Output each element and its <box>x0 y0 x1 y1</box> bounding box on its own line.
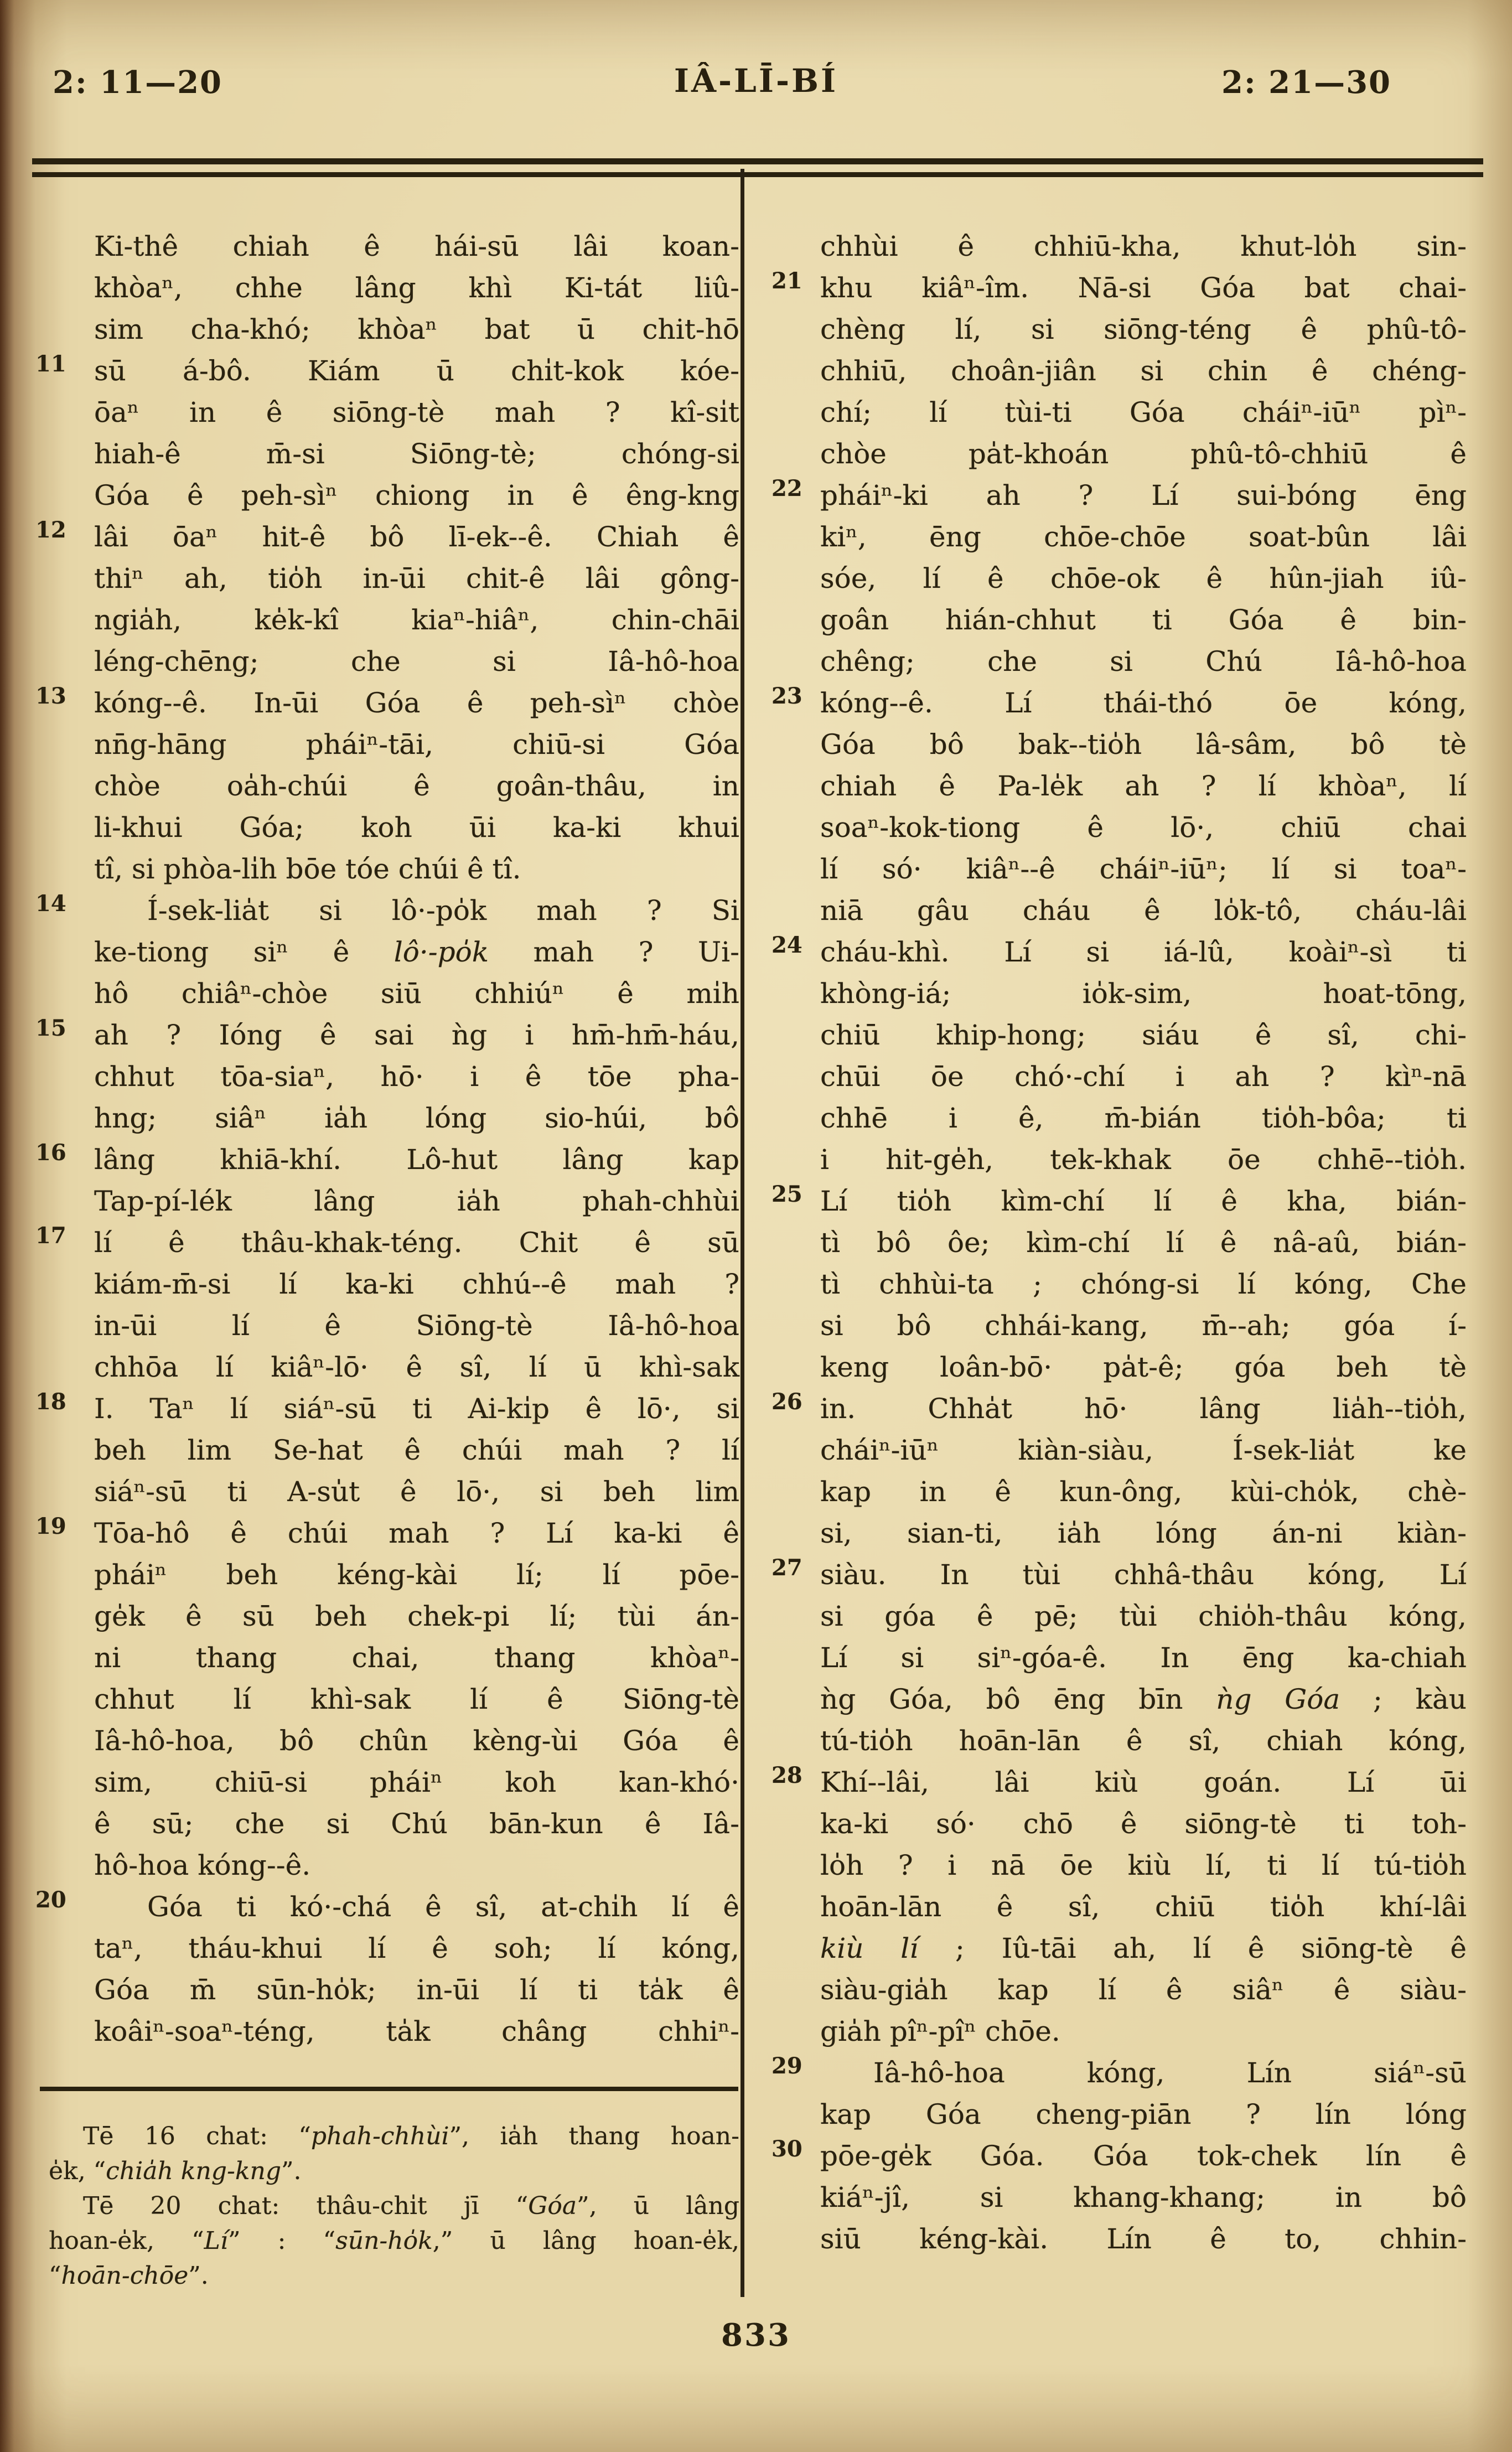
text-line <box>94 392 739 433</box>
line-text: Tē 20 chat: thâu-chi̍t jī “Góa”, ū lâng <box>83 2192 739 2220</box>
text-line <box>771 1388 1467 1430</box>
line-text: ngia̍h, ke̍k-kî kiaⁿ-hiâⁿ, chin-chāi <box>94 604 739 636</box>
text-line <box>820 1637 1467 1679</box>
text-line <box>35 350 739 392</box>
line-text: Lí tio̍h kìm-chí lí ê kha, bián- <box>820 1185 1467 1217</box>
line-text: ka-ki só· chō ê siōng-tè ti toh- <box>820 1808 1467 1840</box>
line-text: Góa m̄ sūn-ho̍k; in-ūi lí ti ta̍k ê <box>94 1974 739 2006</box>
verse-number: 29 <box>771 2053 802 2079</box>
line-text: kóng--ê. In-ūi Góa ê peh-sìⁿ chòe <box>94 687 739 719</box>
line-text: hoan-e̍k, “Lí” : “sūn-ho̍k,” ū lâng hoan-e̍k, <box>49 2227 739 2255</box>
text-line <box>820 433 1467 475</box>
line-text: kiáⁿ-jî, si khang-khang; in bô <box>820 2181 1467 2213</box>
line-text: si, sian-ti, ia̍h lóng án-ni kiàn- <box>820 1517 1467 1549</box>
line-text: li-khui Góa; koh ūi ka-ki khui <box>94 811 739 844</box>
text-line <box>820 765 1467 807</box>
line-text: cháiⁿ-iūⁿ kiàn-siàu, Í-sek-lia̍t ke <box>820 1434 1467 1466</box>
text-line <box>94 475 739 516</box>
text-line <box>771 1181 1467 1222</box>
text-line <box>820 2177 1467 2218</box>
verse-number: 20 <box>35 1887 66 1913</box>
line-text: Ki-thê chiah ê hái-sū lâi koan- <box>94 230 739 262</box>
text-line <box>49 2119 739 2154</box>
line-text: léng-chēng; che si Iâ-hô-hoa <box>94 645 739 677</box>
text-line <box>820 1015 1467 1056</box>
text-line <box>771 1554 1467 1596</box>
text-line <box>820 973 1467 1015</box>
line-text: “hoān-chōe”. <box>49 2262 209 2290</box>
line-text: chhē i ê, m̄-bián tio̍h-bôa; ti <box>820 1102 1467 1134</box>
text-line <box>820 1928 1467 1969</box>
text-line <box>49 2223 739 2258</box>
text-line <box>820 2011 1467 2052</box>
text-line <box>94 765 739 807</box>
line-text: Lí si siⁿ-góa-ê. In ēng ka-chiah <box>820 1642 1467 1674</box>
text-line <box>94 226 739 267</box>
text-line <box>820 1886 1467 1928</box>
verse-number: 26 <box>771 1389 802 1415</box>
line-text: sū á-bô. Kiám ū chi̍t-kok kóe- <box>94 355 739 387</box>
text-line <box>94 1969 739 2011</box>
line-text: sóe, lí ê chōe-ok ê hûn-jiah iû- <box>820 562 1467 594</box>
line-text: hoān-lān ê sî, chiū tio̍h khí-lâi <box>820 1891 1467 1923</box>
text-line <box>820 1430 1467 1471</box>
line-text: chhiū, choân-jiân si chin ê chéng- <box>820 355 1467 387</box>
text-line <box>820 558 1467 599</box>
line-text: Tōa-hô ê chúi mah ? Lí ka-ki ê <box>94 1517 739 1549</box>
text-line <box>35 1886 739 1928</box>
left-text-column <box>35 226 739 2052</box>
line-text: kap in ê kun-ông, kùi-cho̍k, chè- <box>820 1476 1467 1508</box>
line-text: lo̍h ? i nā ōe kiù lí, ti lí tú-tio̍h <box>820 1849 1467 1881</box>
line-text: ǹg Góa, bô ēng bīn ǹg Góa ; kàu <box>820 1683 1467 1715</box>
text-line <box>820 849 1467 890</box>
text-line <box>820 599 1467 641</box>
text-line <box>771 267 1467 309</box>
line-text: sim, chiū-si pháiⁿ koh kan-khó· <box>94 1766 739 1798</box>
text-line <box>820 1679 1467 1720</box>
text-line <box>49 2189 739 2223</box>
line-text: tú-tio̍h hoān-lān ê sî, chiah kóng, <box>820 1725 1467 1757</box>
line-text: chiū khip-hong; siáu ê sî, chi- <box>820 1019 1467 1051</box>
line-text: Iâ-hô-hoa kóng, Lín siáⁿ-sū <box>873 2057 1467 2089</box>
text-line <box>820 1803 1467 1845</box>
line-text: pháiⁿ-ki ah ? Lí sui-bóng ēng <box>820 479 1467 511</box>
text-line <box>820 1720 1467 1762</box>
text-line <box>820 1139 1467 1181</box>
line-text: si bô chhái-kang, m̄--ah; góa í- <box>820 1310 1467 1342</box>
text-line <box>771 682 1467 724</box>
text-line <box>771 1762 1467 1803</box>
line-text: siū kéng-kài. Lín ê to, chhin- <box>820 2223 1467 2255</box>
text-line <box>94 724 739 765</box>
verse-number: 13 <box>35 683 66 709</box>
text-line <box>94 807 739 849</box>
verse-number: 28 <box>771 1762 802 1788</box>
line-text: I. Taⁿ lí siáⁿ-sū ti Ai-ki̍p ê lō·, si <box>94 1393 739 1425</box>
text-line <box>35 1388 739 1430</box>
line-text: chêng; che si Chú Iâ-hô-hoa <box>820 645 1467 677</box>
line-text: ê sū; che si Chú bān-kun ê Iâ- <box>94 1808 739 1840</box>
text-line <box>35 890 739 932</box>
text-line <box>820 226 1467 267</box>
line-text: hô chiâⁿ-chòe siū chhiúⁿ ê mi̍h <box>94 977 739 1010</box>
text-line <box>94 1181 739 1222</box>
line-text: lâi ōaⁿ hit-ê bô lī-ek--ê. Chiah ê <box>94 521 739 553</box>
line-text: kóng--ê. Lí thái-thó ōe kóng, <box>820 687 1467 719</box>
text-line <box>94 1637 739 1679</box>
text-line <box>94 932 739 973</box>
text-line <box>35 1015 739 1056</box>
text-line <box>820 2094 1467 2135</box>
text-line <box>94 267 739 309</box>
line-text: siáⁿ-sū ti A-su̍t ê lō·, si beh lim <box>94 1476 739 1508</box>
line-text: tî, si phòa-li̍h bōe tóe chúi ê tî. <box>94 853 521 885</box>
line-text: in. Chha̍t hō· lâng lia̍h--tio̍h, <box>820 1393 1467 1425</box>
line-text: ah ? Ióng ê sai ǹg i hm̄-hm̄-háu, <box>94 1019 739 1051</box>
text-line <box>94 973 739 1015</box>
verse-number: 22 <box>771 475 802 501</box>
text-line <box>820 890 1467 932</box>
text-line <box>94 1305 739 1347</box>
text-line <box>820 1056 1467 1098</box>
line-text: lí só· kiâⁿ--ê cháiⁿ-iūⁿ; lí si toaⁿ- <box>820 853 1467 885</box>
line-text: Khí--lâi, lâi kiù goán. Lí ūi <box>820 1766 1467 1798</box>
text-line <box>820 516 1467 558</box>
text-line <box>94 599 739 641</box>
verse-number: 15 <box>35 1015 66 1041</box>
line-text: Tap-pí-lék lâng ia̍h phah-chhùi <box>94 1185 739 1217</box>
line-text: khòng-iá; io̍k-sim, hoat-tōng, <box>820 977 1467 1010</box>
line-text: hô-hoa kóng--ê. <box>94 1849 311 1881</box>
line-text: cháu-khì. Lí si iá-lû, koàiⁿ-sì ti <box>820 936 1467 968</box>
line-text: si góa ê pē; tùi chio̍h-thâu kóng, <box>820 1600 1467 1632</box>
line-text: keng loân-bō· pa̍t-ê; góa beh tè <box>820 1351 1467 1383</box>
line-text: e̍k, “chia̍h kng-kng”. <box>49 2157 302 2185</box>
verse-number: 21 <box>771 268 802 294</box>
line-text: lâng khiā-khí. Lô-hut lâng kap <box>94 1144 739 1176</box>
line-text: pháiⁿ beh kéng-kài lí; lí pōe- <box>94 1559 739 1591</box>
line-text: ōaⁿ in ê siōng-tè mah ? kî-si̍t <box>94 396 739 428</box>
line-text: siàu. In tùi chhâ-thâu kóng, Lí <box>820 1559 1467 1591</box>
line-text: niā gâu cháu ê lo̍k-tô, cháu-lâi <box>820 894 1467 927</box>
line-text: kiù lí ; Iû-tāi ah, lí ê siōng-tè ê <box>820 1932 1467 1964</box>
line-text: chhōa lí kiâⁿ-lō· ê sî, lí ū khì-sak <box>94 1351 739 1383</box>
line-text: chūi ōe chó·-chí i ah ? kìⁿ-nā <box>820 1061 1467 1093</box>
text-line <box>94 1098 739 1139</box>
text-line <box>94 641 739 682</box>
line-text: Góa ê peh-sìⁿ chiong in ê êng-kng <box>94 479 739 511</box>
right-text-column <box>771 226 1467 2260</box>
text-line <box>820 807 1467 849</box>
text-line <box>35 682 739 724</box>
text-line <box>94 1928 739 1969</box>
text-line <box>820 1513 1467 1554</box>
line-text: i hit-ge̍h, tek-khak ōe chhē--tio̍h. <box>820 1144 1467 1176</box>
line-text: Góa ti kó·-chá ê sî, at-chi̍h lí ê <box>147 1891 739 1923</box>
line-text: pōe-ge̍k Góa. Góa tok-chek lín ê <box>820 2140 1467 2172</box>
line-text: in-ūi lí ê Siōng-tè Iâ-hô-hoa <box>94 1310 739 1342</box>
text-line <box>820 1222 1467 1264</box>
text-line <box>94 1554 739 1596</box>
text-line <box>820 1471 1467 1513</box>
verse-number: 11 <box>35 351 66 377</box>
text-line <box>820 1264 1467 1305</box>
line-text: hng; siâⁿ ia̍h lóng sio-húi, bô <box>94 1102 739 1134</box>
line-text: chèng lí, si siōng-téng ê phû-tô- <box>820 313 1467 345</box>
verse-number: 27 <box>771 1555 802 1581</box>
text-line <box>94 2011 739 2052</box>
text-line <box>820 2218 1467 2260</box>
line-text: tì chhùi-ta ; chóng-si lí kóng, Che <box>820 1268 1467 1300</box>
line-text: Í-sek-lia̍t si lô·-po̍k mah ? Si <box>147 894 739 927</box>
line-text: khòaⁿ, chhe lâng khì Ki-tát liû- <box>94 272 739 304</box>
text-line <box>94 1430 739 1471</box>
text-line <box>94 1845 739 1886</box>
text-line <box>94 1762 739 1803</box>
line-text: ge̍k ê sū beh chek-pi lí; tùi án- <box>94 1600 739 1632</box>
text-line <box>771 475 1467 516</box>
text-line <box>94 849 739 890</box>
line-text: chhut lí khì-sak lí ê Siōng-tè <box>94 1683 739 1715</box>
text-line <box>94 1264 739 1305</box>
line-text: hiah-ê m̄-si Siōng-tè; chóng-si <box>94 438 739 470</box>
verse-number: 17 <box>35 1223 66 1249</box>
text-line <box>94 558 739 599</box>
line-text: chí; lí tùi-ti Góa cháiⁿ-iūⁿ pìⁿ- <box>820 396 1467 428</box>
line-text: sim cha-khó; khòaⁿ bat ū chit-hō <box>94 313 739 345</box>
line-text: tì bô ôe; kìm-chí lí ê nâ-aû, bián- <box>820 1227 1467 1259</box>
text-line <box>94 1679 739 1720</box>
line-text: taⁿ, tháu-khui lí ê soh; lí kóng, <box>94 1932 739 1964</box>
verse-number: 24 <box>771 932 802 958</box>
line-text: kap Góa cheng-piān ? lín lóng <box>820 2098 1467 2130</box>
text-line <box>771 932 1467 973</box>
line-text: ni thang chai, thang khòaⁿ- <box>94 1642 739 1674</box>
footnotes-block <box>49 2119 739 2293</box>
text-line <box>820 1098 1467 1139</box>
line-text: chòe oa̍h-chúi ê goân-thâu, in <box>94 770 739 802</box>
text-line <box>35 1139 739 1181</box>
text-line <box>820 724 1467 765</box>
header-verse-range-left: 2: 11—20 <box>53 64 222 101</box>
header-rule <box>32 158 1483 177</box>
line-text: goân hián-chhut ti Góa ê bin- <box>820 604 1467 636</box>
line-text: gia̍h pîⁿ-pîⁿ chōe. <box>820 2015 1060 2047</box>
verse-number: 30 <box>771 2136 802 2162</box>
line-text: khu kiâⁿ-îm. Nā-si Góa bat chai- <box>820 272 1467 304</box>
text-line <box>820 641 1467 682</box>
text-line <box>35 516 739 558</box>
footnote-rule <box>40 2087 738 2091</box>
verse-number: 14 <box>35 891 66 917</box>
line-text: beh lim Se-hat ê chúi mah ? lí <box>94 1434 739 1466</box>
text-line <box>94 1803 739 1845</box>
line-text: soaⁿ-kok-tiong ê lō·, chiū chai <box>820 811 1467 844</box>
text-line <box>771 2052 1467 2094</box>
line-text: kiⁿ, ēng chōe-chōe soat-bûn lâi <box>820 521 1467 553</box>
text-line <box>820 309 1467 350</box>
text-line <box>820 350 1467 392</box>
verse-number: 25 <box>771 1181 802 1207</box>
line-text: siàu-gia̍h kap lí ê siâⁿ ê siàu- <box>820 1974 1467 2006</box>
line-text: lí ê thâu-khak-téng. Chit ê sū <box>94 1227 739 1259</box>
line-text: ke-tiong siⁿ ê lô·-po̍k mah ? Ui- <box>94 936 739 968</box>
verse-number: 23 <box>771 683 802 709</box>
line-text: Tē 16 chat: “phah-chhùi”, ia̍h thang hoan- <box>83 2122 740 2150</box>
line-text: chhùi ê chhiū-kha, khut-lo̍h sin- <box>820 230 1467 262</box>
line-text: koâiⁿ-soaⁿ-téng, ta̍k châng chhiⁿ- <box>94 2015 739 2047</box>
column-divider <box>741 169 744 2297</box>
line-text: nn̄g-hāng pháiⁿ-tāi, chiū-si Góa <box>94 728 739 761</box>
text-line <box>820 1845 1467 1886</box>
verse-number: 12 <box>35 517 66 543</box>
page-header-title: IÂ-LĪ-BÍ <box>674 62 838 100</box>
verse-number: 19 <box>35 1513 66 1539</box>
line-text: kiám-m̄-si lí ka-ki chhú--ê mah ? <box>94 1268 739 1300</box>
text-line <box>820 1347 1467 1388</box>
text-line <box>49 2154 739 2189</box>
line-text: Góa bô bak--tio̍h lâ-sâm, bô tè <box>820 728 1467 761</box>
verse-number: 16 <box>35 1140 66 1166</box>
text-line <box>49 2258 739 2293</box>
line-text: Iâ-hô-hoa, bô chûn kèng-ùi Góa ê <box>94 1725 739 1757</box>
text-line <box>94 1471 739 1513</box>
text-line <box>94 433 739 475</box>
line-text: chiah ê Pa-le̍k ah ? lí khòaⁿ, lí <box>820 770 1467 802</box>
text-line <box>94 309 739 350</box>
text-line <box>771 2135 1467 2177</box>
text-line <box>94 1056 739 1098</box>
text-line <box>94 1347 739 1388</box>
text-line <box>820 1969 1467 2011</box>
text-line <box>35 1222 739 1264</box>
text-line <box>820 1305 1467 1347</box>
header-verse-range-right: 2: 21—30 <box>1221 64 1391 101</box>
verse-number: 18 <box>35 1389 66 1415</box>
text-line <box>820 392 1467 433</box>
line-text: chhut tōa-siaⁿ, hō· i ê tōe pha- <box>94 1061 739 1093</box>
page-number: 833 <box>721 2317 791 2353</box>
text-line <box>94 1720 739 1762</box>
text-line <box>35 1513 739 1554</box>
line-text: thiⁿ ah, tio̍h in-ūi chit-ê lâi gông- <box>94 562 739 594</box>
line-text: chòe pa̍t-khoán phû-tô-chhiū ê <box>820 438 1467 470</box>
text-line <box>94 1596 739 1637</box>
text-line <box>820 1596 1467 1637</box>
